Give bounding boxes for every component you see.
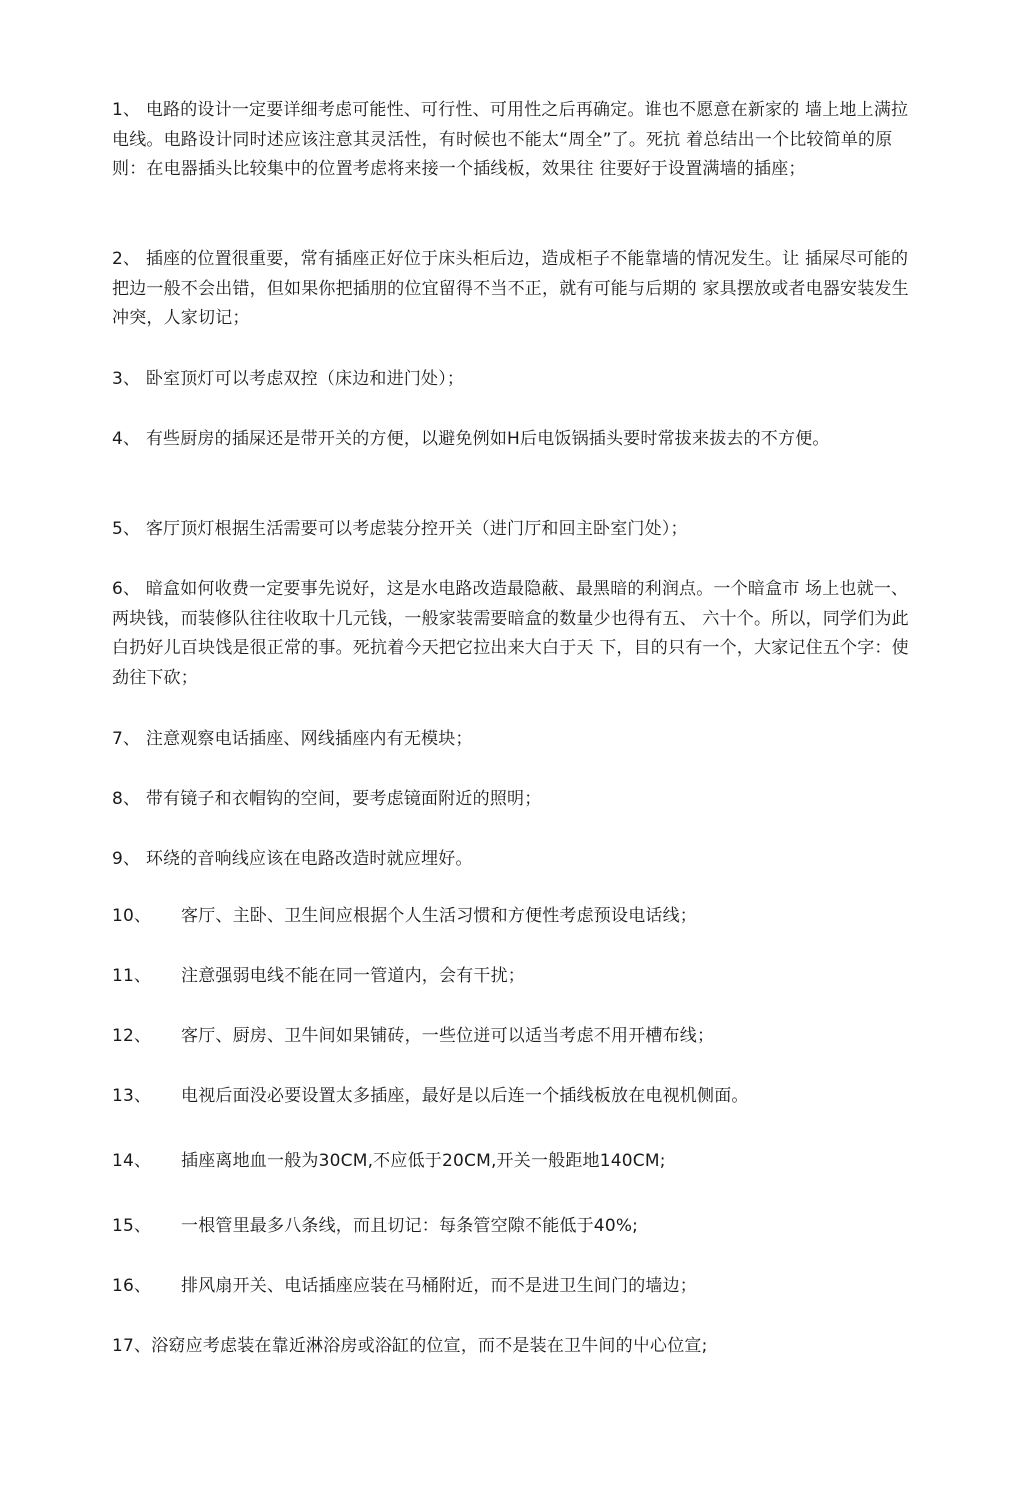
list-item-12 — [112, 1022, 912, 1052]
item-text: 插座离地血一般为30CM,不应低于20CM,开关一般距地140CM; — [181, 1151, 666, 1171]
item-number: 5、 — [112, 519, 141, 539]
item-number: 6、 — [112, 579, 141, 599]
item-number: 16、 — [112, 1276, 152, 1296]
list-item-11 — [112, 962, 912, 992]
item-text: 插座的位置很重要，常有插座正好位于床头柜后边，造成柜子不能靠墙的情况发生。让 插屎尽可能的把边一般不会出错，但如果你把插朋的位宜留得不当不正，就有可能与后期的 家具摆放或者电器安装发生冲突，人家切记； — [112, 249, 909, 328]
list-item-3 — [112, 365, 912, 395]
item-text: 浴窈应考虑装在靠近淋浴房或浴缸的位宣，而不是装在卫牛间的屮心位宣; — [151, 1336, 708, 1356]
item-number: 13、 — [112, 1086, 152, 1106]
list-item-16 — [112, 1272, 912, 1302]
list-item-1 — [112, 96, 912, 185]
item-number: 15、 — [112, 1216, 152, 1236]
item-number: 8、 — [112, 789, 141, 809]
item-number: 7、 — [112, 729, 141, 749]
item-number: 14、 — [112, 1151, 152, 1171]
list-item-2 — [112, 245, 912, 334]
item-text: 电路的设计一定要详细考虑可能性、可行性、可用性之后再确定。谁也不愿意在新家的 墙上地上满拉电线。电路设计同时述应该注意其灵活性，有时候也不能太“周全”了。死抗 着总结出一个比较简单的原则：在电器插头比较集中的位置考虑将来接一个插线板，效果往 往要好于设置满墙的插座； — [112, 100, 909, 179]
list-item-13 — [112, 1082, 912, 1112]
item-text: 卧室顶灯可以考虑双控（床边和进门处）； — [145, 369, 465, 389]
item-number: 12、 — [112, 1026, 152, 1046]
item-number: 1、 — [112, 100, 141, 120]
list-item-4 — [112, 425, 912, 455]
list-item-5 — [112, 515, 912, 545]
list-item-14 — [112, 1147, 912, 1177]
item-number: 3、 — [112, 369, 141, 389]
list-item-8 — [112, 785, 912, 815]
list-item-7 — [112, 725, 912, 755]
item-number: 10、 — [112, 906, 152, 926]
item-text: 带有镜子和衣帽钩的空间，要考虑镜面附近的照明； — [145, 789, 542, 809]
item-text: 注意强弱电线不能在同一管道内，会有干扰； — [181, 966, 525, 986]
list-item-15 — [112, 1212, 912, 1242]
list-item-10 — [112, 902, 912, 932]
item-text: 环绕的音响线应该在电路改造时就应埋好。 — [145, 849, 473, 869]
item-text: 客厅、厨房、卫牛间如果铺砖，一些位迸可以适当考虑不用开槽布线； — [181, 1026, 715, 1046]
item-number: 2、 — [112, 249, 141, 269]
item-number: 11、 — [112, 966, 152, 986]
item-text: 客厅顶灯根据生活需要可以考虑装分控开关（进门厅和回主卧室门处）； — [145, 519, 688, 539]
list-item-6 — [112, 575, 912, 693]
item-text: 电视后面没必要设置太多插座，最好是以后连一个插线板放在电视机侧面。 — [181, 1086, 749, 1106]
list-item-17 — [112, 1332, 912, 1362]
item-text: 暗盒如何收费一定要事先说好，这是水电路改造最隐蔽、最黑暗的利润点。一个暗盒市 场上也就一、两块钱，而装修队往往收取十几元钱，一般家装需要暗盒的数量少也得有五、 六十个。所以，同学们为此白扔好儿百块饯是很正常的事。死抗着今天把它拉出来大白于天 下，目的只有一个，大家记住五个字：使劲往下砍； — [112, 579, 909, 688]
item-text: 客厅、主卧、卫生间应根据个人生活习惯和方便性考虑预设电话线； — [181, 906, 697, 926]
item-text: 一根管里最多八条线，而且切记：每条管空隙不能低于40%; — [181, 1216, 639, 1236]
item-text: 注意观察电话插座、网线插座内有无模块； — [145, 729, 473, 749]
item-text: 有些厨房的插屎还是带开关的方便，以避免例如H后电饭锅插头要时常拔来拔去的不方便。 — [145, 429, 830, 449]
item-number: 4、 — [112, 429, 141, 449]
item-number: 9、 — [112, 849, 141, 869]
list-item-9 — [112, 845, 912, 875]
item-number: 17、 — [112, 1336, 152, 1356]
item-text: 排风扇开关、电话插座应装在马桶附近，而不是进卫生间门的墙边； — [181, 1276, 697, 1296]
